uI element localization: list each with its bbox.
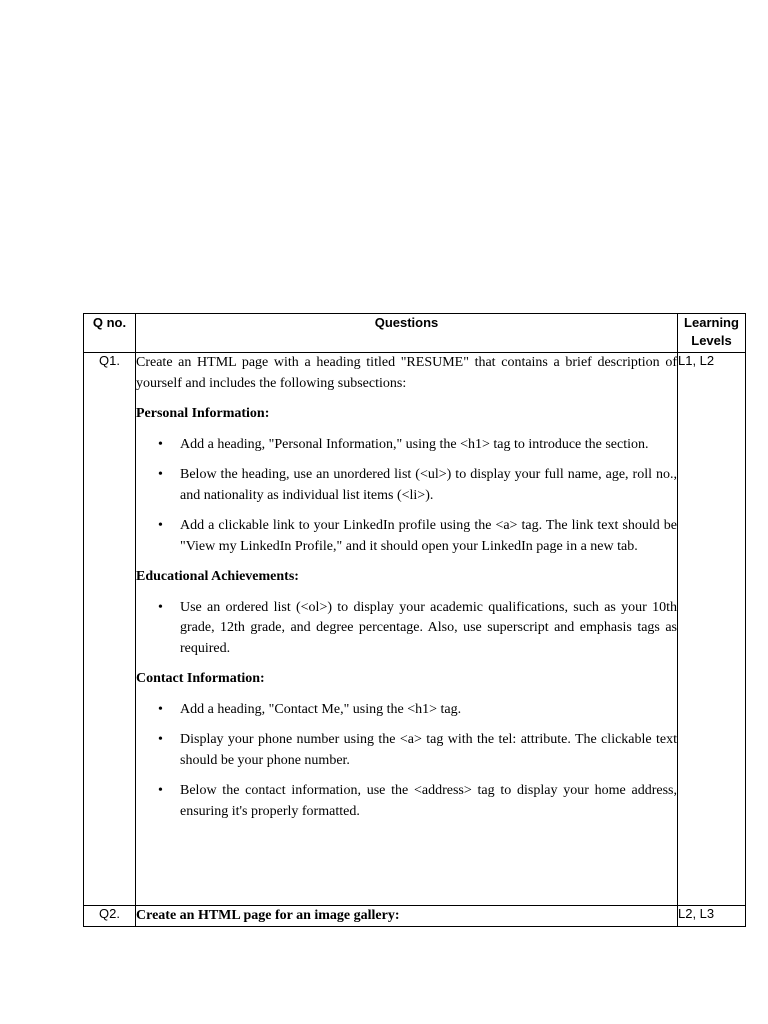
header-qno: Q no. [84,314,136,353]
header-learning-levels [678,314,746,353]
header-levels-line1: Learning [684,315,739,330]
list-item: • Add a heading, "Contact Me," using the <h1> tag. [180,700,677,721]
bullet-list [136,700,677,823]
question-number: Q1. [84,353,136,906]
table-row [84,906,746,927]
learning-levels: L1, L2 [678,353,746,906]
list-item: • Add a heading, "Personal Information," using the <h1> tag to introduce the section. [180,435,677,456]
list-item: • Below the heading, use an unordered list (<ul>) to display your full name, age, roll no., and nationality as individual list items (<li>). [180,465,677,506]
learning-levels: L2, L3 [678,906,746,927]
list-item: • Add a clickable link to your LinkedIn profile using the <a> tag. The link text should be "View my LinkedIn Profile," and it should open your LinkedIn page in a new tab. [180,516,677,557]
header-levels-line2: Levels [691,333,732,348]
subsection-title: Contact Information: [136,671,265,686]
subsection-title: Educational Achievements: [136,569,299,584]
question-text [136,353,678,906]
question-text: Create an HTML page for an image gallery: [136,906,678,927]
question-number: Q2. [84,906,136,927]
question-intro: Create an HTML page with a heading titled "RESUME" that contains a brief description of yourself and includes the following subsections: [136,355,677,391]
list-item: • Display your phone number using the <a> tag with the tel: attribute. The clickable text should be your phone number. [180,730,677,771]
list-item: • Below the contact information, use the <address> tag to display your home address, ensuring it's properly formatted. [180,781,677,822]
questions-table [83,313,746,927]
table-row [84,353,746,906]
header-questions: Questions [136,314,678,353]
bullet-list [136,435,677,558]
list-item: • Use an ordered list (<ol>) to display your academic qualifications, such as your 10th grade, 12th grade, and degree percentage. Also, use superscript and emphasis tags as required. [180,598,677,660]
bullet-list [136,598,677,660]
table-header-row [84,314,746,353]
subsection-title: Personal Information: [136,406,270,421]
